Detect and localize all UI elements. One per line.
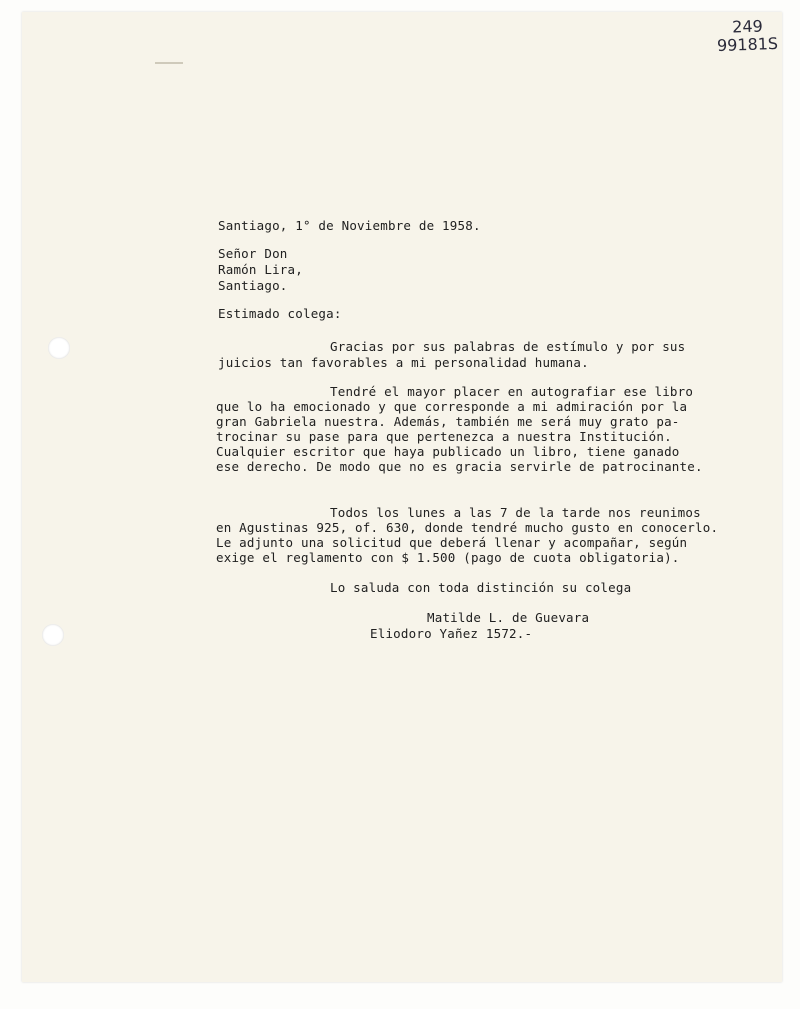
archive-number: 249 xyxy=(731,16,764,37)
letter-greeting: Estimado colega: xyxy=(218,306,342,321)
paragraph-1-line: Gracias por sus palabras de estímulo y por sus xyxy=(330,339,686,354)
paper-mark xyxy=(155,62,183,64)
paragraph-2-line: trocinar su pase para que pertenezca a nuestra Institución. xyxy=(216,429,672,444)
paragraph-3-line: Le adjunto una solicitud que deberá llenar y acompañar, según xyxy=(216,535,688,550)
signature-name: Matilde L. de Guevara xyxy=(427,610,590,625)
signature-address: Eliodoro Yañez 1572.- xyxy=(370,626,533,641)
paragraph-3-line: exige el reglamento con $ 1.500 (pago de cuota obligatoria). xyxy=(216,550,680,565)
punch-hole-bottom xyxy=(42,624,64,646)
punch-hole-top xyxy=(48,337,70,359)
paragraph-2-line: Tendré el mayor placer en autografiar ese libro xyxy=(330,384,694,399)
archive-code: 99181S xyxy=(716,33,779,56)
addressee-line: Ramón Lira, xyxy=(218,262,303,277)
letter-page xyxy=(22,12,782,982)
addressee-line: Señor Don xyxy=(218,246,288,261)
paragraph-2-line: Cualquier escritor que haya publicado un libro, tiene ganado xyxy=(216,444,680,459)
letter-date: Santiago, 1° de Noviembre de 1958. xyxy=(218,218,481,233)
paragraph-1-line: juicios tan favorables a mi personalidad humana. xyxy=(218,355,589,370)
archive-reference xyxy=(717,18,778,54)
paragraph-3-line: en Agustinas 925, of. 630, donde tendré mucho gusto en conocerlo. xyxy=(216,520,719,535)
paragraph-2-line: ese derecho. De modo que no es gracia servirle de patrocinante. xyxy=(216,459,703,474)
letter-closing: Lo saluda con toda distinción su colega xyxy=(330,580,632,595)
paragraph-3-line: Todos los lunes a las 7 de la tarde nos reunimos xyxy=(330,505,701,520)
addressee-line: Santiago. xyxy=(218,278,288,293)
paragraph-2-line: que lo ha emocionado y que corresponde a mi admiración por la xyxy=(216,399,688,414)
paragraph-2-line: gran Gabriela nuestra. Además, también me será muy grato pa- xyxy=(216,414,680,429)
